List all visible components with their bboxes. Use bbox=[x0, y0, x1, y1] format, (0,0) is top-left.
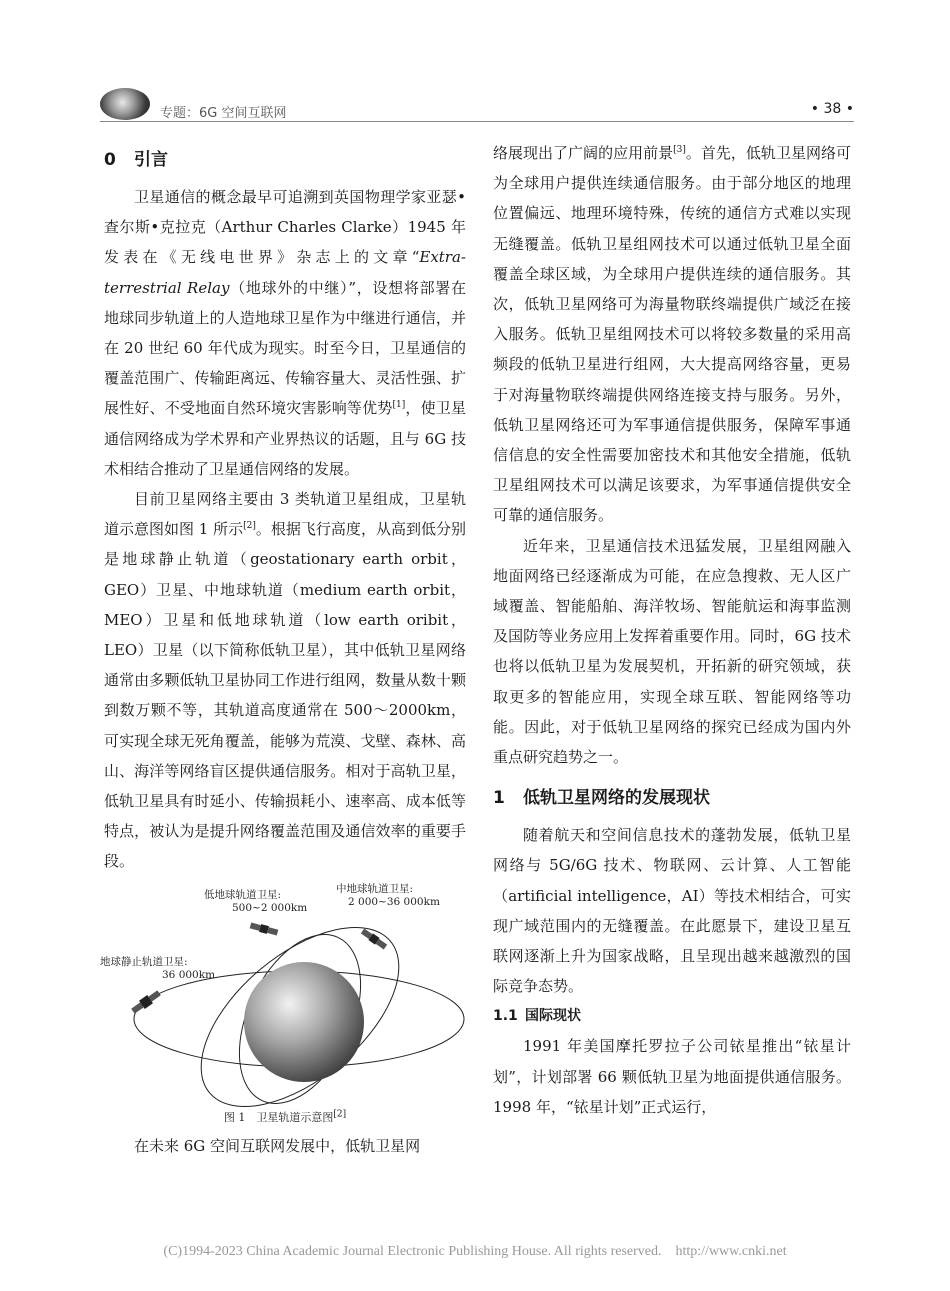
caption-text: 图 1 卫星轨道示意图 bbox=[223, 1110, 334, 1124]
figure-1-orbit-diagram bbox=[100, 882, 466, 1109]
meo-satellite-icon bbox=[360, 927, 388, 950]
orbit-diagram-svg bbox=[104, 887, 466, 1109]
section-0-title: 引言 bbox=[134, 150, 168, 170]
p3-text-b: 。首先，低轨卫星网络可为全球用户提供连续通信服务。由于部分地区的地理位置偏远、地理环境特殊，传统的通信方式难以实现无缝覆盖。低轨卫星组网技术可以通过低轨卫星全面覆盖全球区域，为全球用户提供连续的通信服务。其次，低轨卫星网络可为海量物联终端提供广域泛在接入服务。低轨卫星组网技术可以将较多数量的采用高频段的低轨卫星进行组网，大大提高网络容量，更易于对海量物联终端提供网络连接支持与服务。另外，低轨卫星网络还可为军事通信提供服务，保障军事通信信息的安全性需要加密技术和其他安全措施，低轨卫星组网技术可以满足该要求，为军事通信提供安全可靠的通信服务。 bbox=[493, 144, 851, 525]
p2-text-a: 目前卫星网络主要由 3 类轨道卫星组成，卫星轨道示意图如图 1 所示 bbox=[104, 490, 466, 539]
caption-citation-ref[interactable]: [2] bbox=[333, 1109, 347, 1120]
paragraph-5: 随着航天和空间信息技术的蓬勃发展，低轨卫星网络与 5G/6G 技术、物联网、云计算、人工智能（artificial intelligence，AI）等技术相结合，可实现广域范围内的无缝覆盖。在此愿景下，建设卫星互联网逐渐上升为国家战略，且呈现出越来越激烈的国际竞争态势。 bbox=[493, 826, 851, 996]
paragraph-3-start: 在未来 6G 空间互联网发展中，低轨卫星网 bbox=[134, 1136, 421, 1155]
header-rule bbox=[100, 121, 854, 122]
p1-italic-title: Extra-terrestrial Relay bbox=[104, 248, 466, 297]
p3-text-a: 络展现出了广阔的应用前景 bbox=[493, 144, 674, 162]
citation-ref-3[interactable]: [3] bbox=[673, 145, 686, 155]
geo-satellite-icon bbox=[130, 988, 162, 1015]
intro-paragraph-2 bbox=[104, 484, 466, 877]
p1-text-c: ，使卫星通信网络成为学术界和产业界热议的话题，且与 6G 技术相结合推动了卫星通信网络的发展。 bbox=[104, 399, 466, 478]
paragraph-4: 近年来，卫星通信技术迅猛发展，卫星组网融入地面网络已经逐渐成为可能，在应急搜救、无人区广域覆盖、智能船舶、海洋牧场、智能航运和海事监测及国防等业务应用上发挥着重要作用。同时，6G 技术也将以低轨卫星为发展契机，开拓新的研究领域，获取更多的智能应用，实现全球互联、智能网络等功能。因此，对于低轨卫星网络的探究已经成为国内外重点研究趋势之一。 bbox=[493, 536, 851, 767]
leo-satellite-icon bbox=[249, 921, 278, 936]
subsection-1-1-title: 国际现状 bbox=[525, 1008, 581, 1025]
p1-text-b: （地球外的中继）”，设想将部署在地球同步轨道上的人造地球卫星作为中继进行通信，并在 20 世纪 60 年代成为现实。时至今日，卫星通信的覆盖范围广、传输距离远、传输容量大、灵活性强、扩展性好、不受地面自然环境灾害影响等优势 bbox=[104, 278, 466, 418]
journal-logo bbox=[100, 88, 150, 120]
meo-label: 中地球轨道卫星: bbox=[336, 882, 414, 895]
p1-text-a: 卫星通信的概念最早可追溯到英国物理学家亚瑟•查尔斯•克拉克（Arthur Charles Clarke）1945 年发表在《无线电世界》杂志上的文章“ bbox=[104, 188, 466, 267]
paragraph-6: 1991 年美国摩托罗拉子公司铱星推出“铱星计划”，计划部署 66 颗低轨卫星为地面提供通信服务。1998 年，“铱星计划”正式运行， bbox=[493, 1037, 851, 1116]
copyright-footer bbox=[0, 1244, 950, 1260]
section-1-number: 1 bbox=[493, 788, 505, 809]
geo-label: 地球静止轨道卫星: bbox=[100, 955, 188, 968]
earth-globe bbox=[244, 962, 364, 1082]
left-column bbox=[100, 138, 466, 1161]
journal-topic: 专题：6G 空间互联网 bbox=[160, 106, 287, 121]
subsection-1-1-number: 1.1 bbox=[493, 1008, 518, 1025]
meo-range: 2 000~36 000km bbox=[348, 895, 440, 908]
section-0-heading bbox=[104, 138, 466, 182]
paragraph-3-continued bbox=[493, 138, 851, 531]
subsection-1-1-heading bbox=[493, 1001, 851, 1031]
citation-ref-2[interactable]: [2] bbox=[243, 521, 256, 532]
leo-range: 500~2 000km bbox=[232, 901, 308, 914]
right-column bbox=[493, 138, 851, 1122]
geo-range: 36 000km bbox=[162, 968, 216, 981]
leo-label: 低地球轨道卫星: bbox=[204, 888, 282, 901]
footer-url[interactable]: http://www.cnki.net bbox=[675, 1244, 787, 1259]
section-1-heading bbox=[493, 776, 851, 820]
section-0-number: 0 bbox=[104, 150, 116, 170]
intro-paragraph-1 bbox=[104, 182, 466, 484]
copyright-text: (C)1994-2023 China Academic Journal Electronic Publishing House. All rights reserved. bbox=[163, 1244, 662, 1259]
page-number: • 38 • bbox=[810, 101, 854, 117]
figure-1-caption bbox=[104, 1109, 466, 1127]
citation-ref-1[interactable]: [1] bbox=[392, 400, 406, 411]
section-1-title: 低轨卫星网络的发展现状 bbox=[523, 788, 710, 809]
p2-text-b: 。根据飞行高度，从高到低分别是地球静止轨道（geostationary earth orbit，GEO）卫星、中地球轨道（medium earth orbit，MEO）卫星和低地球轨道（low earth oribit，LEO）卫星（以下简称低轨卫星），其中低轨卫星网络通常由多颗低轨卫星协同工作进行组网，数量从数十颗到数万颗不等，其轨道高度通常在 500～2000km，可实现全球无死角覆盖，能够为荒漠、戈壁、森林、高山、海洋等网络盲区提供通信服务。相对于高轨卫星，低轨卫星具有时延小、传输损耗小、速率高、成本低等特点，被认为是提升网络覆盖范围及通信效率的重要手段。 bbox=[104, 520, 466, 871]
